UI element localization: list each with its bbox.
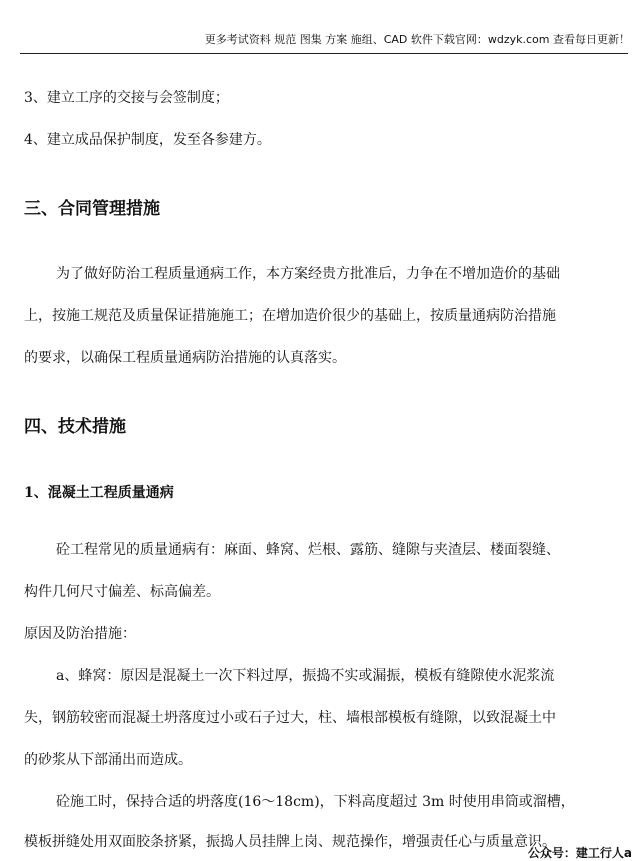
section-3-paragraph-line-3: 的要求，以确保工程质量通病防治措施的认真落实。 [24, 350, 346, 366]
list-item-4: 4、建立成品保护制度，发至各参建方。 [24, 132, 271, 148]
construction-paragraph-line-1: 砼施工时，保持合适的坍落度(16～18cm)，下料高度超过 3m 时使用串筒或溜槽， [56, 794, 575, 810]
section-3-paragraph-line-1: 为了做好防治工程质量通病工作，本方案经贵方批准后，力争在不增加造价的基础 [56, 266, 560, 282]
subsection-1-heading: 1、混凝土工程质量通病 [24, 485, 174, 501]
section-3-paragraph-line-2: 上，按施工规范及质量保证措施施工；在增加造价很少的基础上，按质量通病防治措施 [24, 308, 556, 324]
item-a-line-3: 的砂浆从下部涌出而造成。 [24, 752, 192, 768]
causes-label: 原因及防治措施： [24, 626, 136, 642]
header-text: 更多考试资料 规范 图集 方案 施组、CAD 软件下载官网：wdzyk.com 查看每日更新！ [204, 33, 630, 46]
item-a-line-1: a、蜂窝：原因是混凝土一次下料过厚，振捣不实或漏振，模板有缝隙使水泥浆流 [56, 668, 555, 684]
section-4-heading: 四、技术措施 [24, 417, 126, 437]
construction-paragraph-line-2: 模板拼缝处用双面胶条挤紧，振捣人员挂牌上岗、规范操作，增强责任心与质量意识。 [24, 834, 556, 850]
header-divider [20, 53, 628, 54]
subsection-1-paragraph-line-1: 砼工程常见的质量通病有：麻面、蜂窝、烂根、露筋、缝隙与夹渣层、楼面裂缝、 [56, 542, 560, 558]
list-item-3: 3、建立工序的交接与会签制度； [24, 90, 229, 106]
footer-watermark: 公众号：建工行人a [527, 846, 632, 860]
section-3-heading: 三、合同管理措施 [24, 199, 160, 219]
subsection-1-paragraph-line-2: 构件几何尺寸偏差、标高偏差。 [24, 584, 220, 600]
item-a-line-2: 失，钢筋较密而混凝土坍落度过小或石子过大，柱、墙根部模板有缝隙，以致混凝土中 [24, 710, 556, 726]
